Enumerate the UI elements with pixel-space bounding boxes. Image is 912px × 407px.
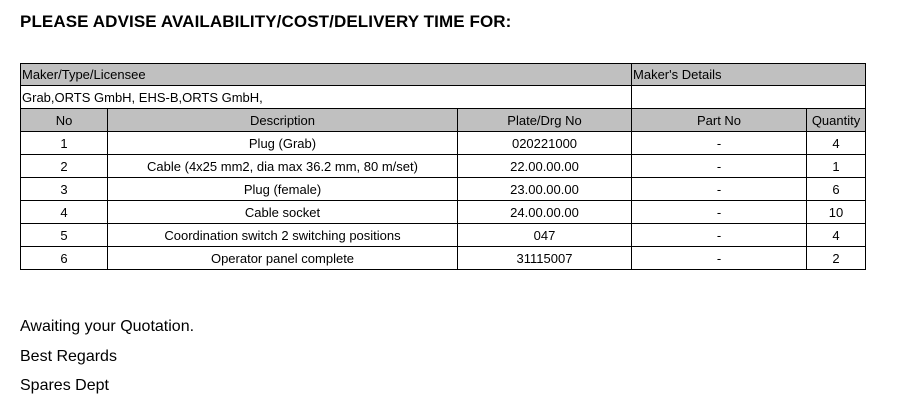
item-part: -: [632, 178, 807, 201]
item-description: Cable socket: [108, 201, 458, 224]
maker-header-row: [21, 64, 866, 86]
maker-value-row: [21, 86, 866, 109]
column-header-plate: Plate/Drg No: [458, 109, 632, 132]
item-no: 3: [21, 178, 108, 201]
item-quantity: 1: [807, 155, 866, 178]
table-row: [21, 201, 866, 224]
closing-line: Awaiting your Quotation.: [20, 318, 195, 335]
item-part: -: [632, 201, 807, 224]
item-description: Plug (Grab): [108, 132, 458, 155]
item-no: 1: [21, 132, 108, 155]
item-part: -: [632, 155, 807, 178]
item-part: -: [632, 247, 807, 270]
table-row: [21, 224, 866, 247]
maker-label: Maker/Type/Licensee: [21, 64, 632, 86]
item-plate: 047: [458, 224, 632, 247]
page-title: PLEASE ADVISE AVAILABILITY/COST/DELIVERY TIME FOR:: [20, 12, 512, 31]
item-description: Coordination switch 2 switching positions: [108, 224, 458, 247]
item-plate: 24.00.00.00: [458, 201, 632, 224]
item-no: 2: [21, 155, 108, 178]
item-description: Plug (female): [108, 178, 458, 201]
column-header-part: Part No: [632, 109, 807, 132]
maker-details-value: [632, 86, 866, 109]
item-quantity: 4: [807, 132, 866, 155]
item-quantity: 4: [807, 224, 866, 247]
maker-value: Grab,ORTS GmbH, EHS-B,ORTS GmbH,: [21, 86, 632, 109]
item-no: 6: [21, 247, 108, 270]
item-description: Operator panel complete: [108, 247, 458, 270]
sign-off: Best Regards: [20, 348, 117, 365]
table-row: [21, 155, 866, 178]
item-no: 4: [21, 201, 108, 224]
item-quantity: 6: [807, 178, 866, 201]
item-description: Cable (4x25 mm2, dia max 36.2 mm, 80 m/set): [108, 155, 458, 178]
maker-details-label: Maker's Details: [632, 64, 866, 86]
item-plate: 31115007: [458, 247, 632, 270]
item-no: 5: [21, 224, 108, 247]
table-row: [21, 247, 866, 270]
item-part: -: [632, 224, 807, 247]
column-header-no: No: [21, 109, 108, 132]
table-row: [21, 178, 866, 201]
item-quantity: 2: [807, 247, 866, 270]
item-part: -: [632, 132, 807, 155]
item-plate: 23.00.00.00: [458, 178, 632, 201]
column-header-description: Description: [108, 109, 458, 132]
column-header-quantity: Quantity: [807, 109, 866, 132]
request-table: [20, 63, 866, 270]
item-quantity: 10: [807, 201, 866, 224]
item-plate: 22.00.00.00: [458, 155, 632, 178]
table-row: [21, 132, 866, 155]
sender-department: Spares Dept: [20, 377, 109, 394]
item-plate: 020221000: [458, 132, 632, 155]
column-header-row: [21, 109, 866, 132]
